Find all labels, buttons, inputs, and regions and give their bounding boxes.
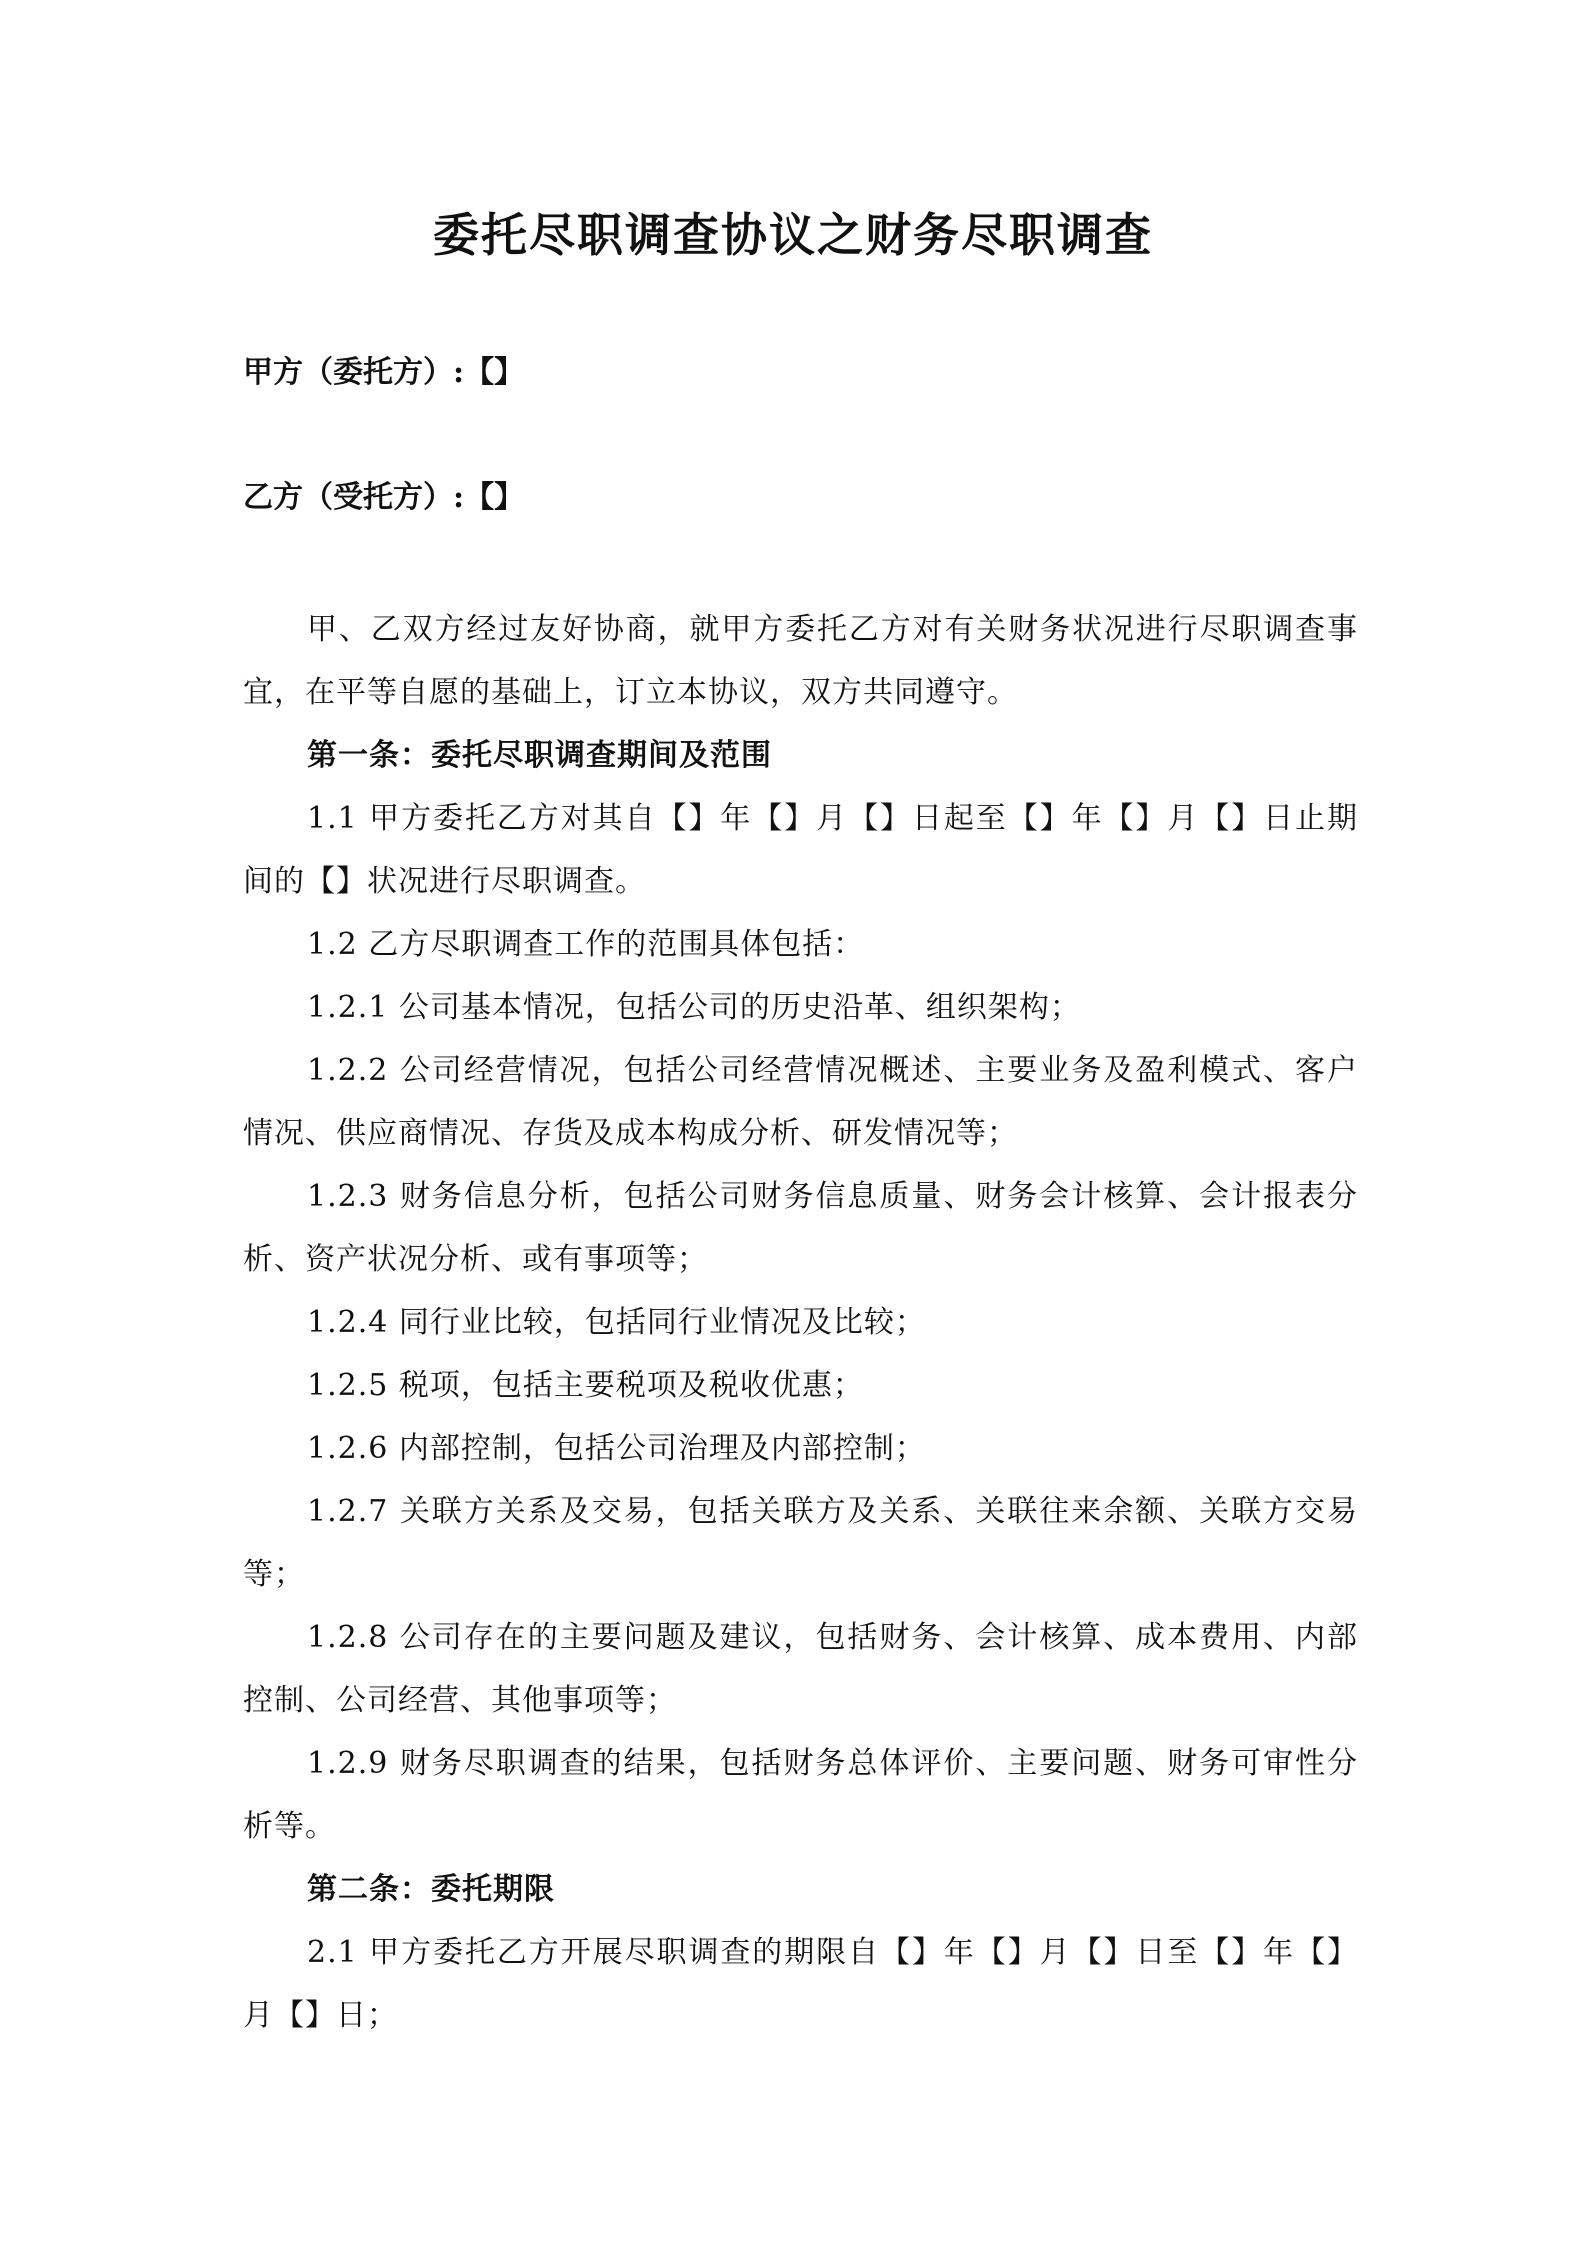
clause-1-2-1: 1.2.1 公司基本情况，包括公司的历史沿革、组织架构； — [307, 990, 1081, 1025]
clause-1-2: 1.2 乙方尽职调查工作的范围具体包括： — [307, 927, 865, 962]
clause-1-2-5: 1.2.5 税项，包括主要税项及税收优惠； — [307, 1368, 864, 1403]
intro-paragraph: 甲、乙双方经过友好协商，就甲方委托乙方对有关财务状况进行尽职调查事宜，在平等自愿的基础上，订立本协议，双方共同遵守。 — [243, 612, 1358, 710]
clause-1-2-3: 1.2.3 财务信息分析，包括公司财务信息质量、财务会计核算、会计报表分析、资产状况分析、或有事项等； — [243, 1179, 1358, 1277]
clause-1-2-4: 1.2.4 同行业比较，包括同行业情况及比较； — [307, 1305, 926, 1340]
party-a-line: 甲方（委托方）:【】 — [243, 355, 525, 390]
clause-1-2-6: 1.2.6 内部控制，包括公司治理及内部控制； — [307, 1431, 926, 1466]
clause-1-2-2: 1.2.2 公司经营情况，包括公司经营情况概述、主要业务及盈利模式、客户情况、供应商情况、存货及成本构成分析、研发情况等； — [243, 1053, 1358, 1151]
clause-1-2-8: 1.2.8 公司存在的主要问题及建议，包括财务、会计核算、成本费用、内部控制、公司经营、其他事项等； — [243, 1620, 1358, 1718]
clause-1-2-7: 1.2.7 关联方关系及交易，包括关联方及关系、关联往来余额、关联方交易等； — [243, 1494, 1358, 1592]
document-body — [243, 598, 1358, 2047]
article-1-heading: 第一条：委托尽职调查期间及范围 — [307, 738, 772, 773]
clause-1-2-9: 1.2.9 财务尽职调查的结果，包括财务总体评价、主要问题、财务可审性分析等。 — [243, 1746, 1358, 1844]
clause-1-1: 1.1 甲方委托乙方对其自【】年【】月【】日起至【】年【】月【】日止期间的【】状况进行尽职调查。 — [243, 801, 1358, 899]
document-title: 委托尽职调查协议之财务尽职调查 — [433, 208, 1153, 262]
article-2-heading: 第二条：委托期限 — [307, 1872, 555, 1907]
clause-2-1: 2.1 甲方委托乙方开展尽职调查的期限自【】年【】月【】日至【】年【】月【】日； — [243, 1935, 1358, 2033]
party-b-line: 乙方（受托方）:【】 — [243, 480, 525, 515]
